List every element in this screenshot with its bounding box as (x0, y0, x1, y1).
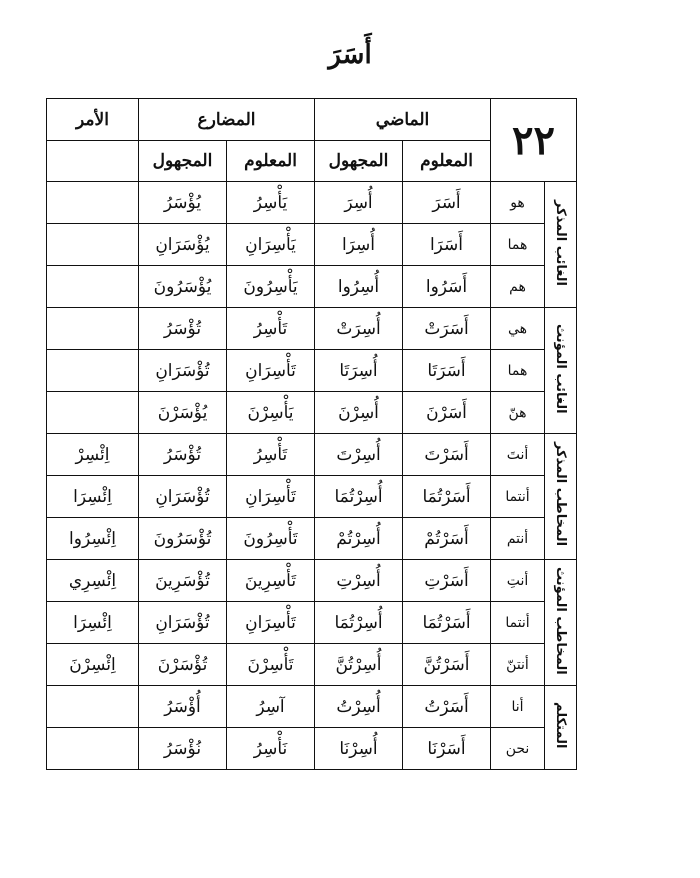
mudari-majhul-cell: يُؤْسَرُ (139, 182, 227, 224)
madi-majhul-cell: أُسِرُوا (315, 266, 403, 308)
mudari-malum-cell: نَأْسِرُ (227, 728, 315, 770)
amr-cell: اِئْسِرْنَ (47, 644, 139, 686)
madi-malum-header: المعلوم (403, 141, 491, 182)
amr-cell: اِئْسِرِي (47, 560, 139, 602)
mudari-malum-cell: تَأْسِرَانِ (227, 602, 315, 644)
table-body (47, 182, 577, 770)
mudari-majhul-cell: يُؤْسَرَانِ (139, 224, 227, 266)
pronoun-cell: أنتِ (491, 560, 545, 602)
amr-cell (47, 350, 139, 392)
amr-cell: اِئْسِرْ (47, 434, 139, 476)
madi-malum-cell: أَسَرُوا (403, 266, 491, 308)
amr-cell: اِئْسِرَا (47, 476, 139, 518)
table-number: ٢٢ (491, 99, 577, 182)
mudari-majhul-cell: تُؤْسَرَانِ (139, 602, 227, 644)
madi-majhul-header: المجهول (315, 141, 403, 182)
pronoun-cell: أنتم (491, 518, 545, 560)
mudari-majhul-cell: يُؤْسَرُونَ (139, 266, 227, 308)
mudari-malum-cell: يَأْسِرُونَ (227, 266, 315, 308)
table-row (47, 686, 577, 728)
table-row (47, 560, 577, 602)
group-label-text: المخاطب المؤنث (553, 566, 568, 675)
mudari-majhul-cell: تُؤْسَرْنَ (139, 644, 227, 686)
pronoun-cell: هم (491, 266, 545, 308)
mudari-malum-cell: آسِرُ (227, 686, 315, 728)
madi-majhul-cell: أُسِرَ (315, 182, 403, 224)
mudari-malum-cell: تَأْسِرُونَ (227, 518, 315, 560)
madi-header: الماضي (315, 99, 491, 141)
madi-majhul-cell: أُسِرَتَا (315, 350, 403, 392)
pronoun-cell: هما (491, 350, 545, 392)
madi-majhul-cell: أُسِرْتُمْ (315, 518, 403, 560)
group-label-text: الغائب المذكر (553, 199, 568, 286)
mudari-header: المضارع (139, 99, 315, 141)
madi-malum-cell: أَسَرَتَا (403, 350, 491, 392)
table-row (47, 518, 577, 560)
table-row (47, 182, 577, 224)
conjugation-table (46, 98, 577, 770)
pronoun-cell: هو (491, 182, 545, 224)
madi-majhul-cell: أُسِرَا (315, 224, 403, 266)
amr-cell: اِئْسِرَا (47, 602, 139, 644)
amr-cell (47, 266, 139, 308)
mudari-majhul-cell: تُؤْسَرَانِ (139, 350, 227, 392)
madi-malum-cell: أَسَرْتُمْ (403, 518, 491, 560)
group-label (545, 182, 577, 308)
mudari-majhul-cell: أُؤْسَرُ (139, 686, 227, 728)
madi-malum-cell: أَسَرْتُ (403, 686, 491, 728)
mudari-malum-cell: تَأْسِرَانِ (227, 476, 315, 518)
madi-malum-cell: أَسَرْنَا (403, 728, 491, 770)
madi-majhul-cell: أُسِرْتِ (315, 560, 403, 602)
mudari-malum-cell: يَأْسِرَانِ (227, 224, 315, 266)
mudari-malum-cell: تَأْسِرُ (227, 434, 315, 476)
mudari-majhul-cell: يُؤْسَرْنَ (139, 392, 227, 434)
madi-majhul-cell: أُسِرْتُمَا (315, 476, 403, 518)
table-row (47, 644, 577, 686)
amr-cell (47, 224, 139, 266)
amr-cell (47, 686, 139, 728)
mudari-majhul-cell: تُؤْسَرِينَ (139, 560, 227, 602)
pronoun-cell: أنتَ (491, 434, 545, 476)
mudari-malum-header: المعلوم (227, 141, 315, 182)
pronoun-cell: نحن (491, 728, 545, 770)
mudari-malum-cell: يَأْسِرْنَ (227, 392, 315, 434)
amr-cell (47, 392, 139, 434)
amr-cell (47, 308, 139, 350)
mudari-majhul-cell: تُؤْسَرُ (139, 434, 227, 476)
table-row (47, 392, 577, 434)
mudari-malum-cell: يَأْسِرُ (227, 182, 315, 224)
madi-malum-cell: أَسَرْتَ (403, 434, 491, 476)
group-label (545, 686, 577, 770)
group-label (545, 434, 577, 560)
madi-majhul-cell: أُسِرْتُنَّ (315, 644, 403, 686)
table-row (47, 308, 577, 350)
table-row (47, 224, 577, 266)
madi-malum-cell: أَسَرَا (403, 224, 491, 266)
table-row (47, 476, 577, 518)
madi-malum-cell: أَسَرْتُمَا (403, 476, 491, 518)
madi-majhul-cell: أُسِرْتُ (315, 686, 403, 728)
mudari-majhul-cell: تُؤْسَرُ (139, 308, 227, 350)
madi-malum-cell: أَسَرَتْ (403, 308, 491, 350)
amr-cell (47, 728, 139, 770)
madi-malum-cell: أَسَرْتُمَا (403, 602, 491, 644)
group-label (545, 308, 577, 434)
group-label-text: المتكلم (553, 702, 568, 749)
mudari-majhul-cell: تُؤْسَرَانِ (139, 476, 227, 518)
mudari-malum-cell: تَأْسِرِينَ (227, 560, 315, 602)
pronoun-cell: أنتنّ (491, 644, 545, 686)
madi-majhul-cell: أُسِرَتْ (315, 308, 403, 350)
mudari-majhul-cell: تُؤْسَرُونَ (139, 518, 227, 560)
madi-malum-cell: أَسَرْتِ (403, 560, 491, 602)
amr-header: الأمر (47, 99, 139, 141)
pronoun-cell: هنّ (491, 392, 545, 434)
madi-majhul-cell: أُسِرْنَ (315, 392, 403, 434)
page-title: أَسَرَ (328, 40, 372, 70)
amr-cell: اِئْسِرُوا (47, 518, 139, 560)
mudari-malum-cell: تَأْسِرْنَ (227, 644, 315, 686)
pronoun-cell: هي (491, 308, 545, 350)
group-label-text: المخاطب المذكر (553, 442, 568, 547)
group-label (545, 560, 577, 686)
mudari-majhul-header: المجهول (139, 141, 227, 182)
table-row (47, 266, 577, 308)
pronoun-cell: أنتما (491, 602, 545, 644)
mudari-malum-cell: تَأْسِرَانِ (227, 350, 315, 392)
madi-malum-cell: أَسَرْتُنَّ (403, 644, 491, 686)
mudari-majhul-cell: نُؤْسَرُ (139, 728, 227, 770)
table-row (47, 434, 577, 476)
table-row (47, 602, 577, 644)
madi-malum-cell: أَسَرَ (403, 182, 491, 224)
madi-majhul-cell: أُسِرْنَا (315, 728, 403, 770)
pronoun-cell: هما (491, 224, 545, 266)
madi-majhul-cell: أُسِرْتَ (315, 434, 403, 476)
amr-subheader-empty (47, 141, 139, 182)
amr-cell (47, 182, 139, 224)
madi-majhul-cell: أُسِرْتُمَا (315, 602, 403, 644)
table-row (47, 350, 577, 392)
group-label-text: الغائب المؤنث (553, 323, 568, 414)
madi-malum-cell: أَسَرْنَ (403, 392, 491, 434)
mudari-malum-cell: تَأْسِرُ (227, 308, 315, 350)
pronoun-cell: أنا (491, 686, 545, 728)
pronoun-cell: أنتما (491, 476, 545, 518)
table-row (47, 728, 577, 770)
